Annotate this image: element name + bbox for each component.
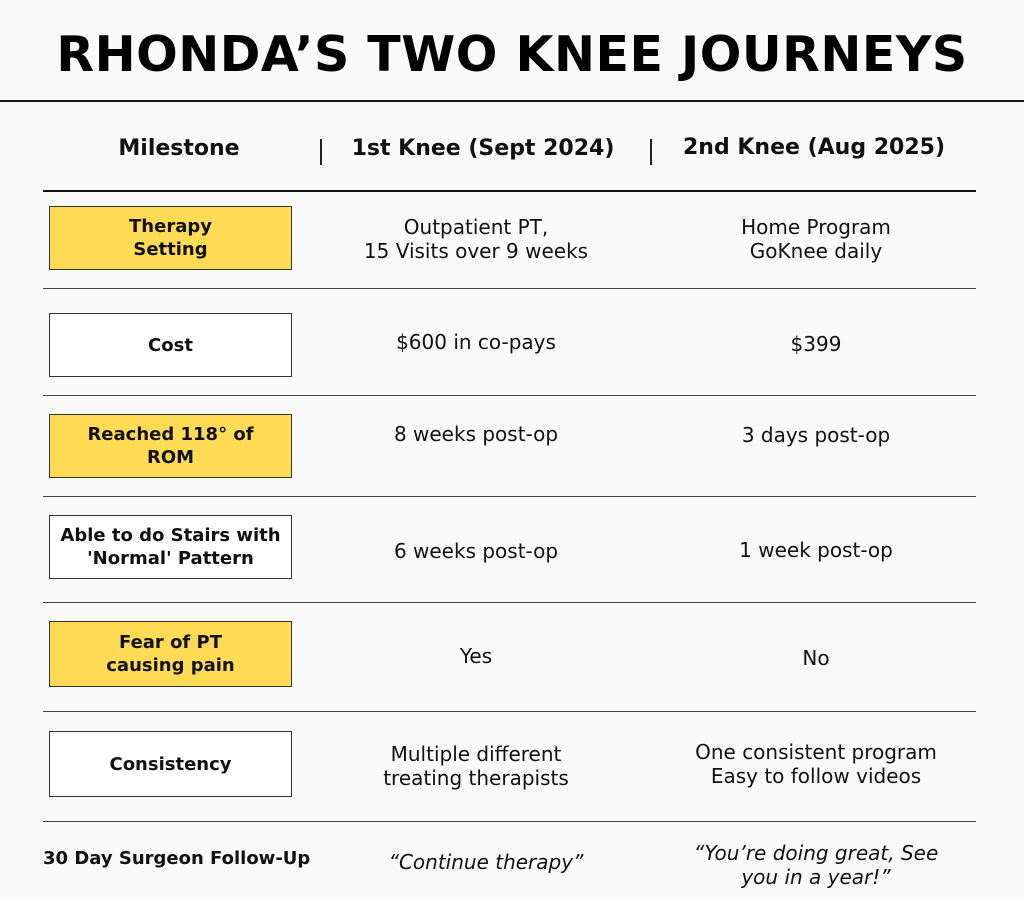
label-line: ROM	[146, 447, 195, 468]
cell-line: you in a year!”	[741, 865, 891, 889]
cell-line: Outpatient PT,	[403, 215, 549, 239]
label-line: 'Normal' Pattern	[87, 548, 254, 569]
row-divider	[43, 821, 976, 822]
first-knee-followup	[336, 850, 636, 874]
second-knee-rom	[666, 423, 966, 447]
header-divider	[43, 190, 976, 192]
cell-line: No	[802, 646, 830, 670]
cell-line: GoKnee daily	[749, 239, 883, 263]
second-knee-cost	[666, 332, 966, 356]
row-divider	[43, 602, 976, 603]
cell-line: 6 weeks post-op	[393, 539, 559, 563]
header-milestone: Milestone	[118, 136, 240, 161]
label-line: Reached 118° of	[87, 424, 254, 445]
label-line: causing pain	[106, 655, 235, 676]
first-knee-consistency	[326, 742, 626, 790]
cell-line: $399	[790, 332, 842, 356]
cell-line: 3 days post-op	[741, 423, 891, 447]
cell-line: Yes	[459, 644, 493, 668]
second-knee-therapy-setting	[666, 215, 966, 263]
second-knee-fear	[666, 646, 966, 670]
header-second-knee: 2nd Knee (Aug 2025)	[682, 135, 946, 160]
row-label-stairs	[49, 515, 292, 579]
row-divider	[43, 288, 976, 289]
row-label-cost	[49, 313, 292, 377]
first-knee-cost	[326, 330, 626, 354]
label-line: Therapy	[129, 216, 212, 237]
row-label-rom	[49, 414, 292, 478]
cell-line: “Continue therapy”	[388, 850, 584, 874]
label-line: Consistency	[109, 753, 232, 775]
cell-line: 15 Visits over 9 weeks	[363, 239, 589, 263]
row-label-fear	[49, 621, 292, 687]
cell-line: One consistent program	[695, 740, 937, 764]
row-label-therapy-setting	[49, 206, 292, 270]
cell-line: Multiple different	[390, 742, 562, 766]
label-line: Setting	[133, 239, 208, 260]
cell-line: Easy to follow videos	[710, 764, 922, 788]
row-divider	[43, 395, 976, 396]
cell-line: 8 weeks post-op	[393, 422, 559, 446]
row-label-followup: 30 Day Surgeon Follow-Up	[43, 848, 311, 869]
title-band	[0, 0, 1024, 102]
row-label-consistency	[49, 731, 292, 797]
second-knee-consistency	[666, 740, 966, 788]
cell-line: treating therapists	[383, 766, 569, 790]
header-separator	[650, 139, 652, 165]
first-knee-rom	[326, 422, 626, 446]
header-separator	[320, 139, 322, 165]
label-line: Able to do Stairs with	[60, 525, 281, 546]
cell-line: 1 week post-op	[739, 538, 893, 562]
page-title: RHONDA’S TWO KNEE JOURNEYS	[56, 26, 968, 83]
cell-line: Home Program	[741, 215, 891, 239]
second-knee-followup	[666, 841, 966, 889]
label-line: Fear of PT	[119, 632, 222, 653]
row-divider	[43, 496, 976, 497]
first-knee-fear	[326, 644, 626, 668]
first-knee-stairs	[326, 539, 626, 563]
label-line: Cost	[148, 334, 193, 356]
first-knee-therapy-setting	[326, 215, 626, 263]
cell-line: “You’re doing great, See	[693, 841, 939, 865]
row-divider	[43, 711, 976, 712]
second-knee-stairs	[666, 538, 966, 562]
header-first-knee: 1st Knee (Sept 2024)	[351, 136, 615, 161]
cell-line: $600 in co-pays	[396, 330, 556, 354]
